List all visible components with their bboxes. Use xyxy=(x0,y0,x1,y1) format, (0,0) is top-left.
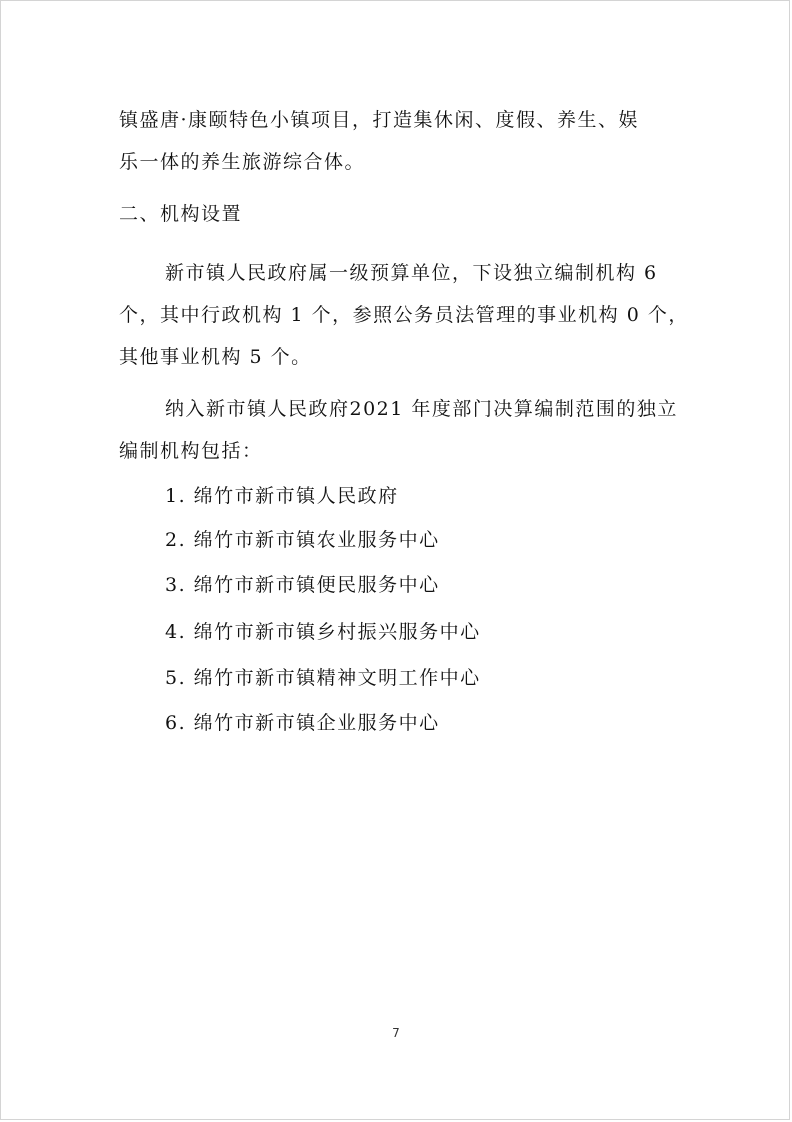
paragraph-1-line-2: 乐一体的养生旅游综合体。 xyxy=(119,151,366,173)
paragraph-2-line-2: 个，其中行政机构 1 个，参照公务员法管理的事业机构 0 个， xyxy=(119,304,689,326)
paragraph-2-line-3: 其他事业机构 5 个。 xyxy=(119,346,312,368)
paragraph-1-line-1: 镇盛唐·康颐特色小镇项目，打造集休闲、度假、养生、娱 xyxy=(119,109,640,131)
list-item: 3. 绵竹市新市镇便民服务中心 xyxy=(165,574,440,596)
list-item: 6. 绵竹市新市镇企业服务中心 xyxy=(165,712,440,734)
section-heading: 二、机构设置 xyxy=(119,203,243,225)
list-item: 5. 绵竹市新市镇精神文明工作中心 xyxy=(165,667,481,689)
paragraph-3-line-1: 纳入新市镇人民政府2021 年度部门决算编制范围的独立 xyxy=(165,398,678,420)
list-item: 1. 绵竹市新市镇人民政府 xyxy=(165,485,399,507)
list-item: 2. 绵竹市新市镇农业服务中心 xyxy=(165,529,440,551)
page-number: 7 xyxy=(392,1026,400,1040)
paragraph-2-line-1: 新市镇人民政府属一级预算单位，下设独立编制机构 6 xyxy=(165,262,658,284)
paragraph-3-line-2: 编制机构包括： xyxy=(119,440,263,462)
list-item: 4. 绵竹市新市镇乡村振兴服务中心 xyxy=(165,621,481,643)
